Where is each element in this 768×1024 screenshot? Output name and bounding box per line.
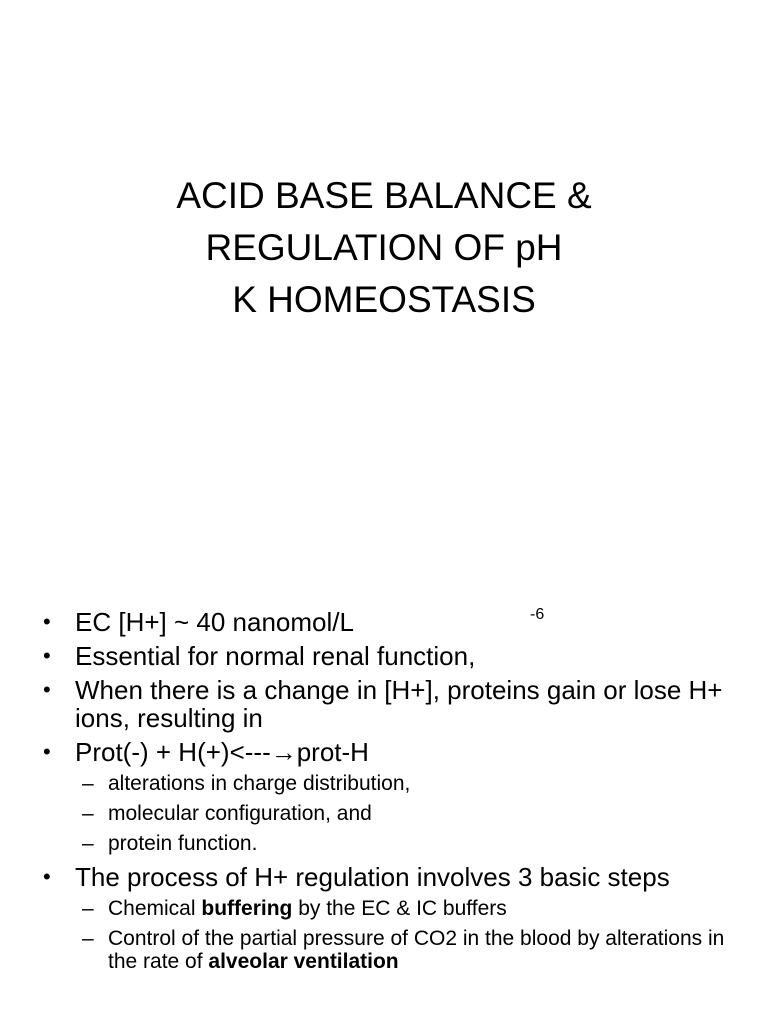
sub-list-item — [0, 832, 728, 855]
title-line-3: K HOMEOSTASIS — [232, 279, 536, 320]
sub-list-item — [0, 897, 728, 920]
sub-list-item — [0, 772, 728, 795]
sub-list-item-text: alterations in charge distribution, — [108, 772, 411, 795]
dash-glyph: – — [82, 802, 94, 825]
bullet-list — [0, 608, 768, 981]
bullet-glyph: • — [43, 864, 51, 889]
sub-list-item-text: protein function. — [108, 832, 258, 855]
bullet-glyph: • — [43, 739, 51, 764]
list-item — [0, 738, 735, 766]
list-item — [0, 676, 735, 732]
sub-list-item-text-pre: Control of the partial pressure of CO2 in the blood by alterations in the rate of — [108, 927, 725, 973]
sub-list-item-text: molecular configuration, and — [108, 802, 372, 825]
sub-list-item-text-post: by the EC & IC buffers — [292, 897, 507, 920]
list-item-text: When there is a change in [H+], proteins gain or lose H+ ions, resulting in — [75, 675, 723, 733]
list-item-text: EC [H+] ~ 40 nanomol/L — [75, 607, 354, 637]
list-item — [0, 608, 735, 636]
list-item — [0, 863, 735, 891]
dash-glyph: – — [82, 772, 94, 795]
emphasis-alveolar-ventilation: alveolar ventilation — [208, 950, 399, 973]
sub-list — [0, 897, 768, 973]
dash-glyph: – — [82, 897, 94, 920]
list-item — [0, 642, 735, 670]
sub-list — [0, 772, 768, 855]
emphasis-buffering: buffering — [201, 897, 293, 920]
exponent-note: -6 — [530, 606, 545, 623]
list-item-text: Prot(-) + H(+)<---→prot-H — [75, 737, 369, 767]
sub-list-item-text-pre: Chemical — [108, 897, 202, 920]
dash-glyph: – — [82, 927, 94, 950]
sub-list-item — [0, 927, 728, 973]
list-item-text: Essential for normal renal function, — [75, 641, 476, 671]
bullet-glyph: • — [43, 609, 51, 634]
title-line-2: REGULATION OF pH — [205, 227, 563, 268]
list-item-text: The process of H+ regulation involves 3 basic steps — [75, 862, 670, 892]
bullet-glyph: • — [43, 677, 51, 702]
sub-list-item — [0, 802, 728, 825]
title-line-1: ACID BASE BALANCE & — [176, 175, 592, 216]
slide-title — [0, 170, 768, 326]
bullet-glyph: • — [43, 643, 51, 668]
dash-glyph: – — [82, 832, 94, 855]
